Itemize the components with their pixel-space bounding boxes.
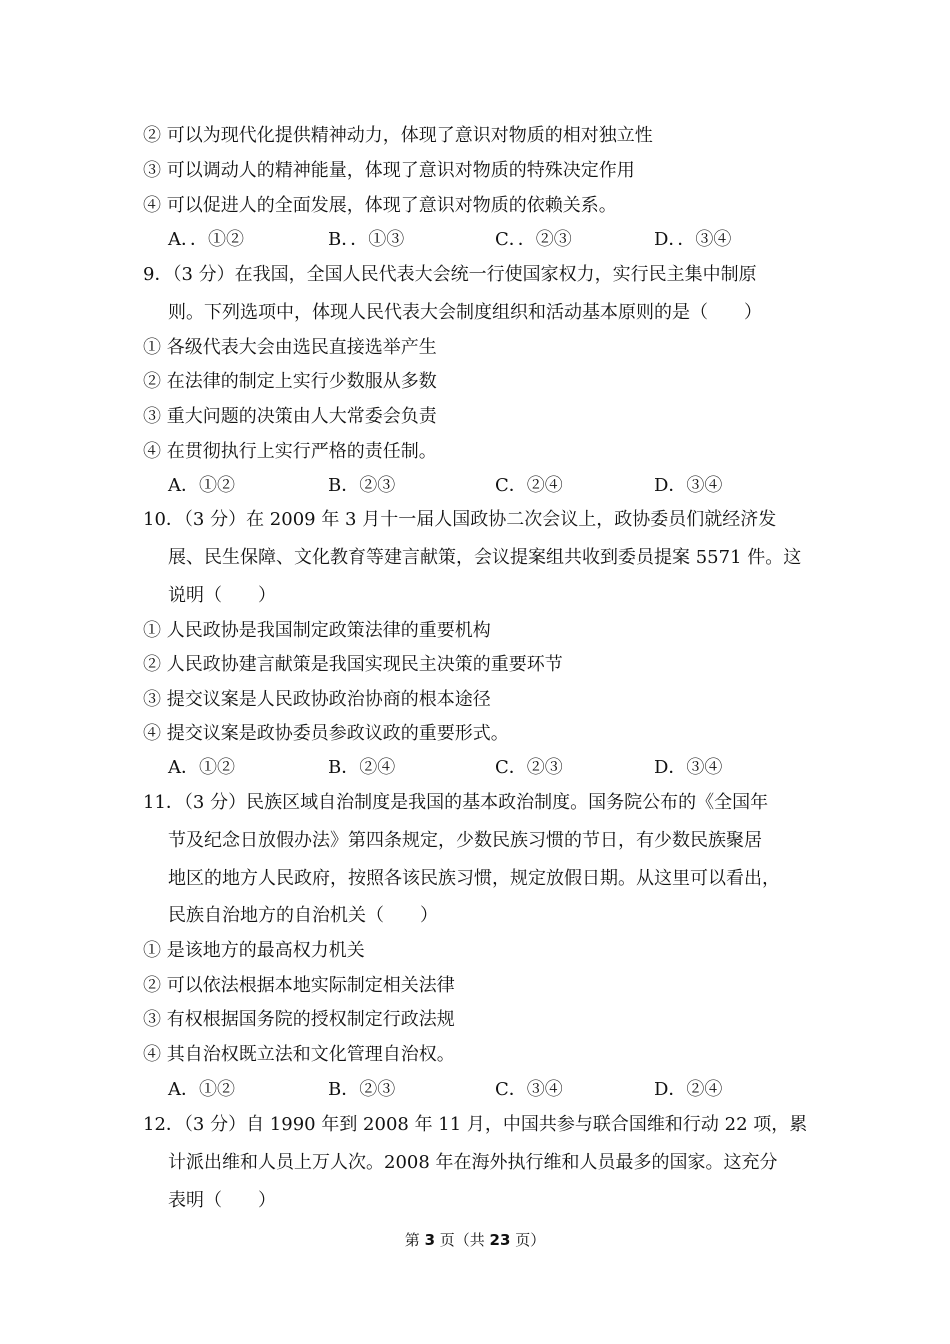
q11-option-b: B．②③ <box>328 1079 396 1100</box>
q10-stem-line-3: 说明（ ） <box>168 585 276 606</box>
q9-option-b: B．②③ <box>328 475 396 496</box>
q10-statement-4: ④ 提交议案是政协委员参政议政的重要形式。 <box>143 723 509 744</box>
q8-option-c: C．．②③ <box>495 229 572 250</box>
q10-stem-line-2: 展、民生保障、文化教育等建言献策，会议提案组共收到委员提案 5571 件。这 <box>168 547 802 568</box>
q9-statement-2: ② 在法律的制定上实行少数服从多数 <box>143 371 437 392</box>
q11-statement-3: ③ 有权根据国务院的授权制定行政法规 <box>143 1009 455 1030</box>
q9-option-c: C．②④ <box>495 475 563 496</box>
footer-prefix: 第 <box>404 1231 425 1249</box>
q11-stem-line-4: 民族自治地方的自治机关（ ） <box>168 905 438 926</box>
q9-statement-4: ④ 在贯彻执行上实行严格的责任制。 <box>143 441 437 462</box>
q11-stem-line-2: 节及纪念日放假办法》第四条规定，少数民族习惯的节日，有少数民族聚居 <box>168 830 762 851</box>
q8-option-b: B．．①③ <box>328 229 405 250</box>
q11-statement-2: ② 可以依法根据本地实际制定相关法律 <box>143 975 455 996</box>
q11-stem-line-1: 11．（3 分）民族区域自治制度是我国的基本政治制度。国务院公布的《全国年 <box>143 792 769 813</box>
q11-options <box>168 1077 788 1103</box>
q9-options <box>168 473 788 499</box>
q9-option-a: A．①② <box>168 475 235 496</box>
q9-stem-line-1: 9．（3 分）在我国，全国人民代表大会统一行使国家权力，实行民主集中制原 <box>143 264 757 285</box>
q10-option-b: B．②④ <box>328 757 396 778</box>
q11-option-d: D．②④ <box>654 1079 723 1100</box>
q10-statement-3: ③ 提交议案是人民政协政治协商的根本途径 <box>143 689 491 710</box>
q10-statement-1: ① 人民政协是我国制定政策法律的重要机构 <box>143 620 491 641</box>
q8-statement-3: ③ 可以调动人的精神能量，体现了意识对物质的特殊决定作用 <box>143 160 635 181</box>
q12-stem-line-3: 表明（ ） <box>168 1190 276 1211</box>
q9-statement-1: ① 各级代表大会由选民直接选举产生 <box>143 337 437 358</box>
q11-stem-line-3: 地区的地方人民政府，按照各该民族习惯，规定放假日期。从这里可以看出， <box>168 868 780 889</box>
q12-stem-line-1: 12．（3 分）自 1990 年到 2008 年 11 月，中国共参与联合国维和行动 22 项，累 <box>143 1114 808 1135</box>
footer-suffix: 页） <box>510 1231 546 1249</box>
q9-stem-line-2: 则。下列选项中，体现人民代表大会制度组织和活动基本原则的是（ ） <box>168 302 762 323</box>
q12-stem-line-2: 计派出维和人员上万人次。2008 年在海外执行维和人员最多的国家。这充分 <box>168 1152 778 1173</box>
q11-option-c: C．③④ <box>495 1079 563 1100</box>
q8-statement-2: ② 可以为现代化提供精神动力，体现了意识对物质的相对独立性 <box>143 125 653 146</box>
q10-option-a: A．①② <box>168 757 235 778</box>
q10-options <box>168 755 788 781</box>
q11-statement-1: ① 是该地方的最高权力机关 <box>143 940 365 961</box>
footer-page-number: 3 <box>424 1231 435 1249</box>
q10-stem-line-1: 10．（3 分）在 2009 年 3 月十一届人国政协二次会议上，政协委员们就经济发 <box>143 509 777 530</box>
q8-options <box>168 227 788 253</box>
q9-statement-3: ③ 重大问题的决策由人大常委会负责 <box>143 406 437 427</box>
q11-option-a: A．①② <box>168 1079 235 1100</box>
q8-option-d: D．．③④ <box>654 229 732 250</box>
footer-total-pages: 23 <box>489 1231 511 1249</box>
footer-middle: 页（共 <box>435 1231 490 1249</box>
q10-option-d: D．③④ <box>654 757 723 778</box>
q9-option-d: D．③④ <box>654 475 723 496</box>
q10-option-c: C．②③ <box>495 757 563 778</box>
q8-statement-4: ④ 可以促进人的全面发展，体现了意识对物质的依赖关系。 <box>143 195 617 216</box>
page-footer <box>0 1228 950 1252</box>
q10-statement-2: ② 人民政协建言献策是我国实现民主决策的重要环节 <box>143 654 563 675</box>
q8-option-a: A．．①② <box>168 229 244 250</box>
q11-statement-4: ④ 其自治权既立法和文化管理自治权。 <box>143 1044 455 1065</box>
